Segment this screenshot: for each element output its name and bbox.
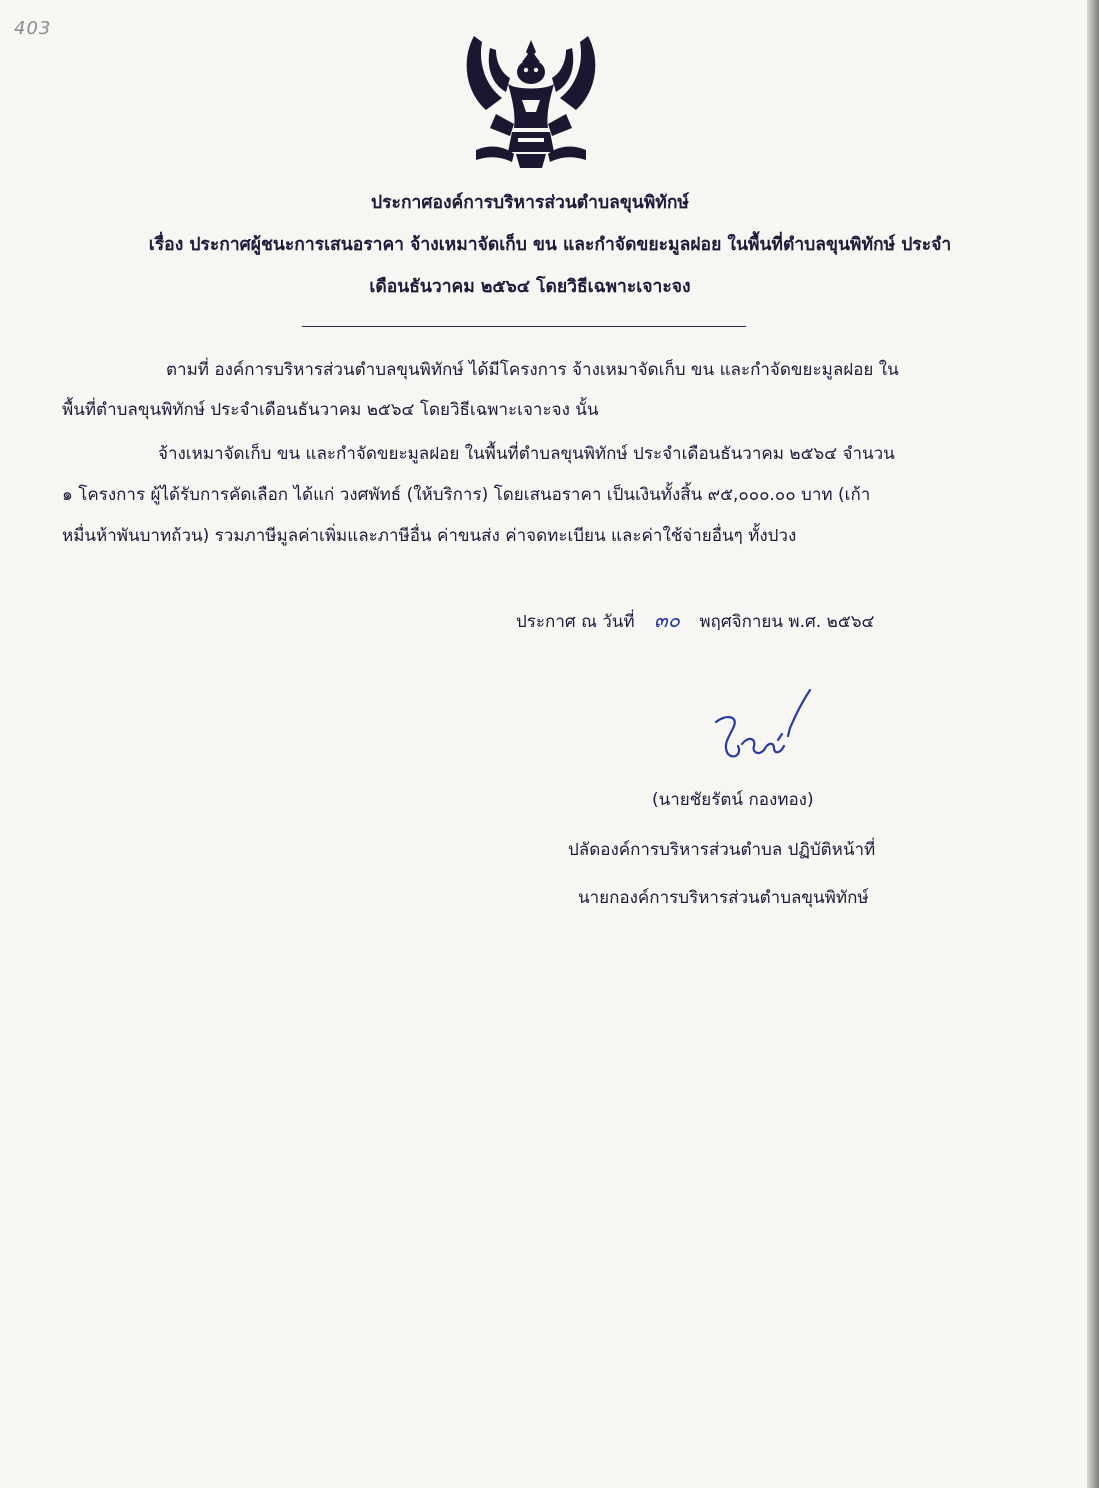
subject-line-2: เดือนธันวาคม ๒๕๖๔ โดยวิธีเฉพาะเจาะจง: [369, 277, 691, 297]
body-paragraph-2-line-2: ๑ โครงการ ผู้ได้รับการคัดเลือก ได้แก่ วงศพัทธ์ (ให้บริการ) โดยเสนอราคา เป็นเงินทั้งสิ้น ๙๕,๐๐๐.๐๐ บาท (เก้า: [62, 485, 871, 505]
body-paragraph-2-line-3: หมื่นห้าพันบาทถ้วน) รวมภาษีมูลค่าเพิ่มและภาษีอื่น ค่าขนส่ง ค่าจดทะเบียน และค่าใช้จ่ายอื่นๆ ทั้งปวง: [62, 526, 797, 546]
handwritten-page-number: 403: [14, 18, 52, 39]
subject-line-1: เรื่อง ประกาศผู้ชนะการเสนอราคา จ้างเหมาจัดเก็บ ขน และกำจัดขยะมูลฝอย ในพื้นที่ตำบลขุนพิทักษ์ ประจำ: [148, 235, 952, 255]
scan-edge-shadow: [1087, 0, 1099, 1488]
body-paragraph-1-line-2: พื้นที่ตำบลขุนพิทักษ์ ประจำเดือนธันวาคม ๒๕๖๔ โดยวิธีเฉพาะเจาะจง นั้น: [62, 400, 599, 420]
signatory-position-1: ปลัดองค์การบริหารส่วนตำบล ปฏิบัติหน้าที่: [568, 840, 876, 860]
date-day: ๓๐: [654, 608, 680, 632]
title-divider: [302, 326, 746, 327]
handwritten-signature: [708, 684, 818, 768]
body-paragraph-1-line-1: ตามที่ องค์การบริหารส่วนตำบลขุนพิทักษ์ ได้มีโครงการ จ้างเหมาจัดเก็บ ขน และกำจัดขยะมูลฝอย ใน: [166, 360, 899, 380]
announcement-title: ประกาศองค์การบริหารส่วนตำบลขุนพิทักษ์: [371, 193, 689, 213]
date-prefix: ประกาศ ณ วันที่: [516, 612, 635, 632]
date-month-year: พฤศจิกายน พ.ศ. ๒๕๖๔: [699, 612, 875, 632]
announcement-date: [516, 604, 874, 636]
garuda-emblem-icon: [456, 28, 606, 176]
body-paragraph-2-line-1: จ้างเหมาจัดเก็บ ขน และกำจัดขยะมูลฝอย ในพื้นที่ตำบลขุนพิทักษ์ ประจำเดือนธันวาคม ๒๕๖๔ จำนวน: [158, 444, 895, 464]
signatory-name: (นายชัยรัตน์ กองทอง): [652, 790, 814, 810]
signatory-position-2: นายกองค์การบริหารส่วนตำบลขุนพิทักษ์: [578, 888, 869, 908]
